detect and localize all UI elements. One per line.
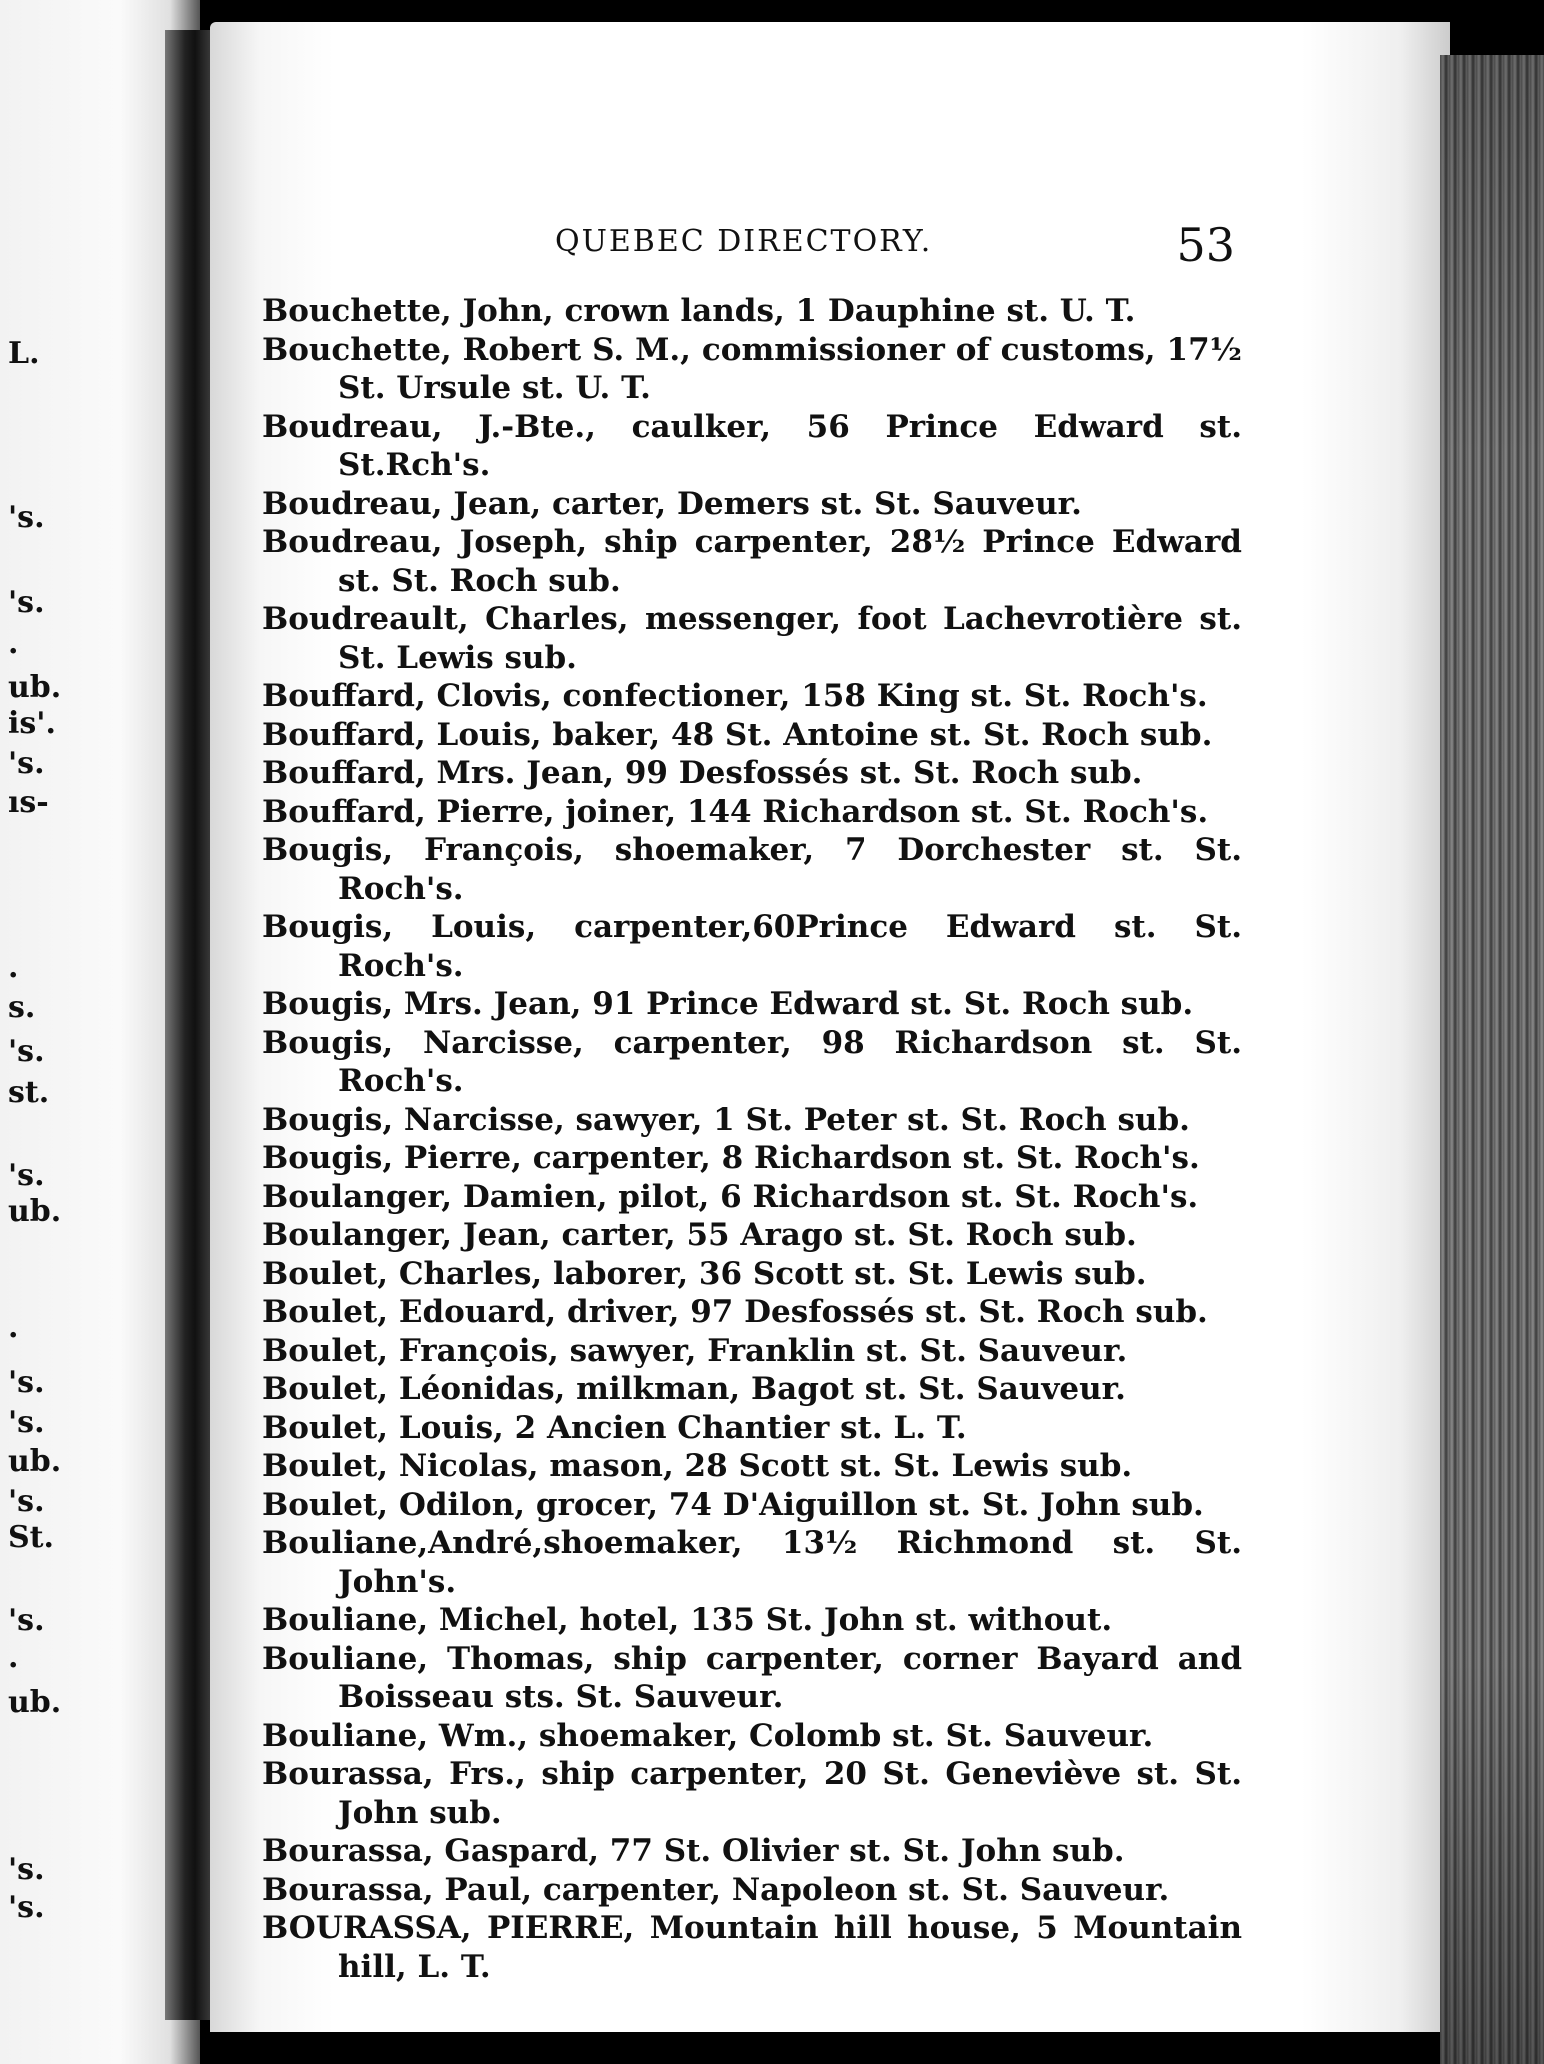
book-gutter <box>165 30 215 2020</box>
left-fragment: ıs- <box>8 785 49 820</box>
left-fragment: 's. <box>8 1890 45 1925</box>
directory-entry: Bourassa, Gaspard, 77 St. Olivier st. St. John sub. <box>262 1833 1125 1869</box>
left-fragment: 's. <box>8 1484 45 1519</box>
left-fragment: ub. <box>8 1194 62 1229</box>
page-number: 53 <box>1176 218 1235 272</box>
page-header <box>555 218 1235 272</box>
directory-entry: Bougis, Pierre, carpenter, 8 Richardson st. St. Roch's. <box>262 1140 1200 1176</box>
directory-entry: Bouffard, Louis, baker, 48 St. Antoine st. St. Roch sub. <box>262 716 1213 753</box>
left-fragment: L. <box>8 336 40 371</box>
left-fragment: st. <box>8 1075 50 1110</box>
directory-entries <box>262 292 1242 1986</box>
left-fragment: is'. <box>8 706 56 741</box>
directory-entry: Boudreau, Jean, carter, Demers st. St. Sauveur. <box>262 485 1082 522</box>
running-head: QUEBEC DIRECTORY. <box>555 224 933 259</box>
directory-entry: Bougis, Louis, carpenter,60Prince Edward st. St. Roch's. <box>262 909 1242 984</box>
directory-entry: Bouliane,André,shoemaker, 13½ Richmond st. St. John's. <box>262 1525 1242 1600</box>
left-fragment: . <box>8 950 19 985</box>
left-fragment: 's. <box>8 1034 45 1069</box>
directory-entry: Bougis, Mrs. Jean, 91 Prince Edward st. St. Roch sub. <box>262 986 1194 1022</box>
directory-entry: Bouchette, John, crown lands, 1 Dauphine st. U. T. <box>262 293 1136 329</box>
directory-entry: Boulet, Edouard, driver, 97 Desfossés st. St. Roch sub. <box>262 1294 1208 1330</box>
left-fragment: 's. <box>8 1158 45 1193</box>
directory-entry: Bougis, Narcisse, sawyer, 1 St. Peter st. St. Roch sub. <box>262 1101 1190 1138</box>
directory-entry: Bougis, François, shoemaker, 7 Dorchester st. St. Roch's. <box>262 832 1242 907</box>
directory-entry: Boudreau, J.-Bte., caulker, 56 Prince Edward st. St.Rch's. <box>262 408 1242 483</box>
left-fragment: ub. <box>8 1444 62 1479</box>
directory-entry: Bouchette, Robert S. M., commissioner of customs, 17½ St. Ursule st. U. T. <box>262 331 1242 406</box>
left-fragment: St. <box>8 1520 54 1555</box>
directory-entry: Boudreau, Joseph, ship carpenter, 28½ Prince Edward st. St. Roch sub. <box>262 524 1242 599</box>
directory-entry: Bouffard, Mrs. Jean, 99 Desfossés st. St. Roch sub. <box>262 755 1143 791</box>
left-fragment: 's. <box>8 585 45 620</box>
directory-entry: Bouffard, Pierre, joiner, 144 Richardson st. St. Roch's. <box>262 793 1209 830</box>
left-fragment: . <box>8 1310 19 1345</box>
left-fragment: ub. <box>8 1685 62 1720</box>
left-page-fragments <box>0 0 90 2064</box>
left-fragment: 's. <box>8 746 45 781</box>
left-fragment: . <box>8 626 19 661</box>
left-fragment: s. <box>8 990 36 1025</box>
left-fragment: 's. <box>8 1405 45 1440</box>
directory-entry: BOURASSA, PIERRE, Mountain hill house, 5 Mountain hill, L. T. <box>262 1910 1242 1985</box>
left-fragment: 's. <box>8 1603 45 1638</box>
directory-entry: Boulet, Louis, 2 Ancien Chantier st. L. T. <box>262 1409 967 1446</box>
directory-entry: Boulet, Nicolas, mason, 28 Scott st. St. Lewis sub. <box>262 1448 1133 1484</box>
page-block-edge <box>1440 55 1544 2064</box>
directory-entry: Boulet, Charles, laborer, 36 Scott st. St. Lewis sub. <box>262 1255 1147 1292</box>
directory-entry: Bouliane, Wm., shoemaker, Colomb st. St. Sauveur. <box>262 1717 1154 1754</box>
directory-entry: Bourassa, Paul, carpenter, Napoleon st. St. Sauveur. <box>262 1871 1170 1908</box>
directory-entry: Boulanger, Damien, pilot, 6 Richardson st. St. Roch's. <box>262 1178 1199 1215</box>
left-fragment: 's. <box>8 1365 45 1400</box>
directory-entry: Bourassa, Frs., ship carpenter, 20 St. Geneviève st. St. John sub. <box>262 1756 1242 1831</box>
directory-entry: Boulet, François, sawyer, Franklin st. St. Sauveur. <box>262 1332 1128 1369</box>
directory-entry: Boulanger, Jean, carter, 55 Arago st. St. Roch sub. <box>262 1217 1137 1253</box>
directory-entry: Bouliane, Thomas, ship carpenter, corner Bayard and Boisseau sts. St. Sauveur. <box>262 1640 1242 1715</box>
left-fragment: ub. <box>8 670 62 705</box>
directory-entry: Boulet, Odilon, grocer, 74 D'Aiguillon st. St. John sub. <box>262 1486 1204 1523</box>
directory-entry: Boulet, Léonidas, milkman, Bagot st. St. Sauveur. <box>262 1371 1126 1407</box>
left-fragment: 's. <box>8 1852 45 1887</box>
directory-entry: Boudreault, Charles, messenger, foot Lachevrotière st. St. Lewis sub. <box>262 601 1242 676</box>
left-fragment: 's. <box>8 500 45 535</box>
left-fragment: . <box>8 1640 19 1675</box>
directory-entry: Bouliane, Michel, hotel, 135 St. John st. without. <box>262 1602 1113 1638</box>
directory-entry: Bouffard, Clovis, confectioner, 158 King st. St. Roch's. <box>262 678 1208 714</box>
directory-entry: Bougis, Narcisse, carpenter, 98 Richardson st. St. Roch's. <box>262 1024 1242 1099</box>
